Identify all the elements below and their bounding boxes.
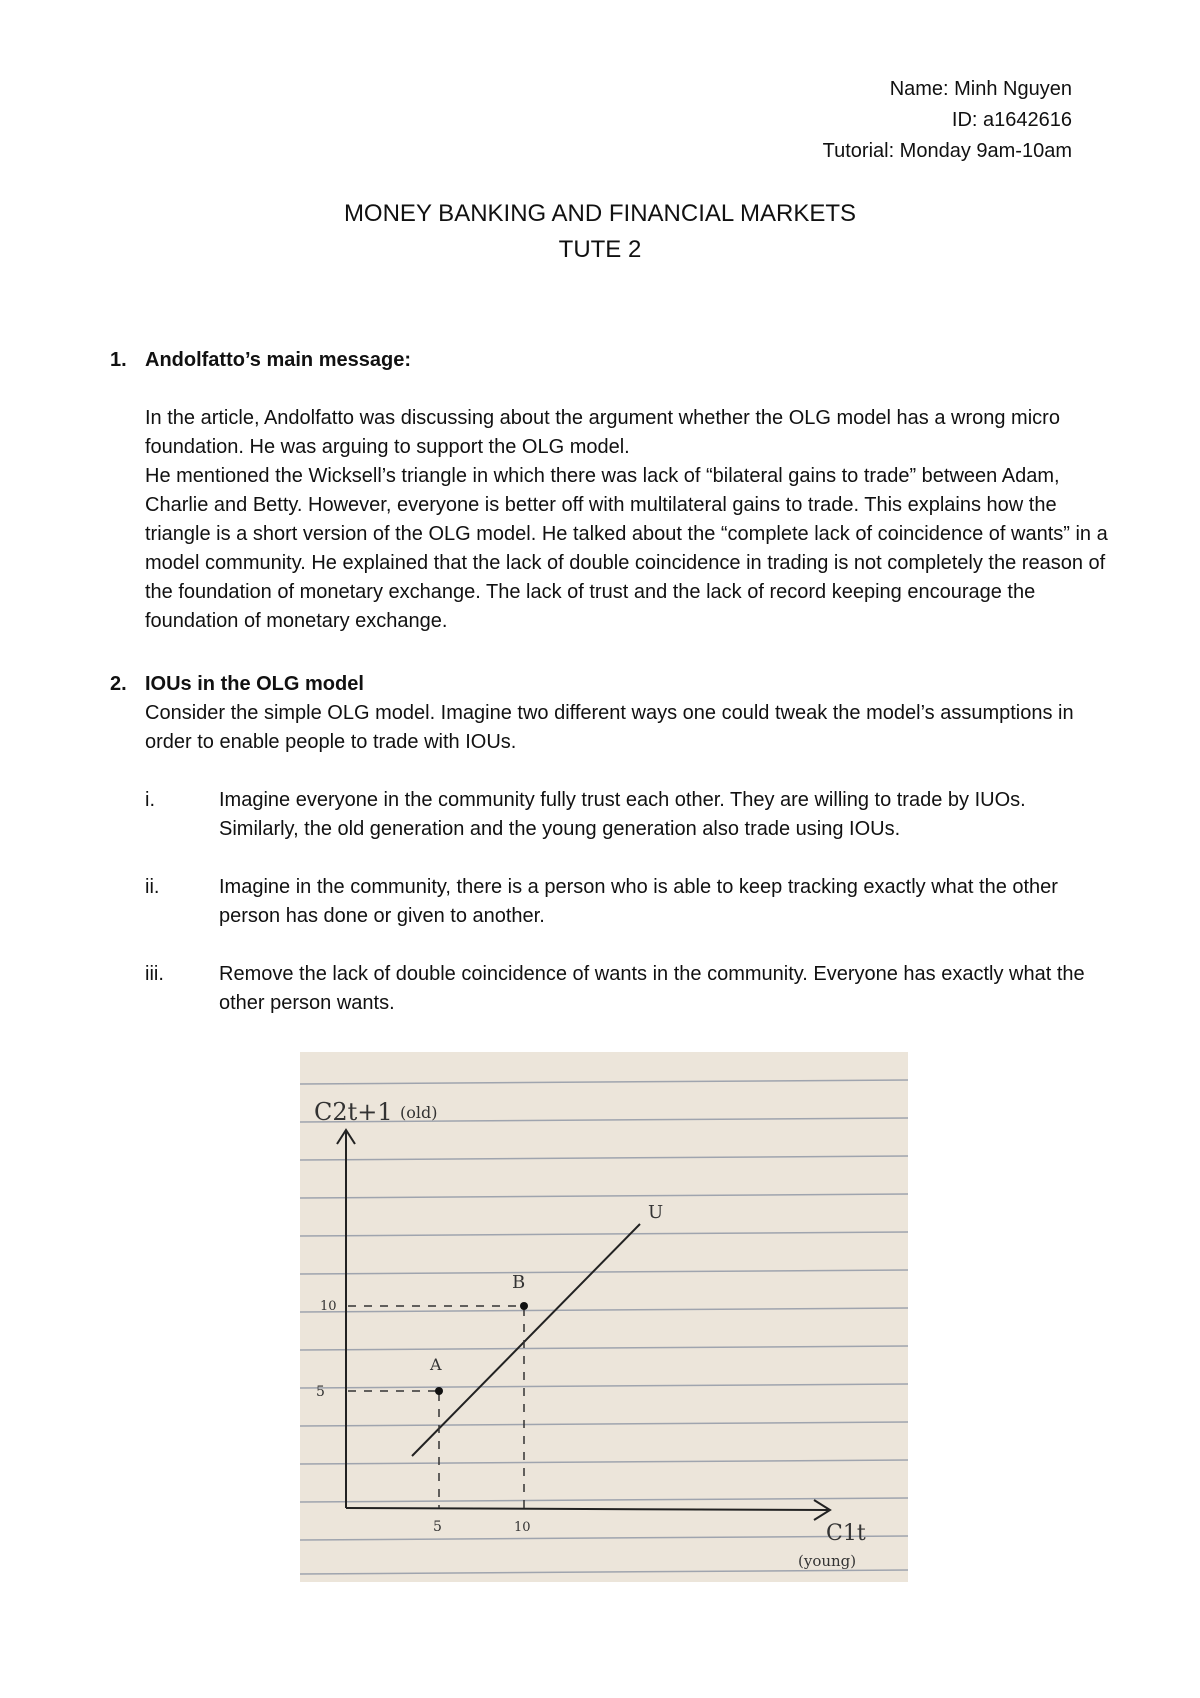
section-1-body: [110, 404, 1110, 636]
title-line-2: TUTE 2: [558, 236, 642, 263]
handwritten-graph-photo: [300, 1052, 908, 1582]
ruled-lines: [300, 1080, 908, 1574]
student-name: Name: Minh Nguyen: [889, 78, 1072, 100]
section-2-title: IOUs in the OLG model: [145, 673, 364, 695]
x-axis-label: C1t: [826, 1521, 866, 1546]
section-1-heading: [110, 346, 1110, 375]
section-2-body: [110, 699, 1110, 757]
y-tick-10: 10: [320, 1299, 337, 1314]
x-axis-note: (young): [798, 1552, 857, 1570]
list-item: [145, 786, 1110, 844]
list-item-number: i.: [145, 789, 155, 811]
utility-line-label: U: [648, 1202, 664, 1223]
list-item: [145, 960, 1110, 1018]
x-tick-5: 5: [433, 1519, 442, 1535]
y-tick-5: 5: [316, 1384, 325, 1400]
section-1-number: 1.: [110, 349, 127, 371]
section-2-intro: Consider the simple OLG model. Imagine two different ways one could tweak the model’s assumptions in order to enable people to trade with IOUs.: [145, 702, 1074, 753]
tutorial-time: Tutorial: Monday 9am-10am: [822, 140, 1072, 162]
section-1-paragraph-1: In the article, Andolfatto was discussing about the argument whether the OLG model has a wrong micro foundation. He was arguing to support the OLG model.: [145, 407, 1060, 458]
list-item-number: iii.: [145, 963, 164, 985]
list-item: [145, 873, 1110, 931]
section-2: [110, 670, 1110, 757]
section-2-heading: [110, 670, 1110, 699]
list-item-text: Imagine in the community, there is a person who is able to keep tracking exactly what the other person has done or given to another.: [219, 876, 1058, 927]
y-axis-label: C2t+1: [314, 1098, 393, 1126]
x-axis: [346, 1508, 828, 1510]
list-item-text: Remove the lack of double coincidence of wants in the community. Everyone has exactly what the other person wants.: [219, 963, 1085, 1014]
section-1-paragraph-2: He mentioned the Wicksell’s triangle in which there was lack of “bilateral gains to trade” between Adam, Charlie and Betty. However, everyone is better off with multilateral gains to trade. This explains how the triangle is a short version of the OLG model. He talked about the “complete lack of coincidence of wants” in a model community. He explained that the lack of double coincidence in trading is not completely the reason of the foundation of monetary exchange. The lack of trust and the lack of record keeping encourage the foundation of monetary exchange.: [145, 465, 1108, 632]
point-a-dot: [435, 1387, 443, 1395]
point-b-dot: [520, 1302, 528, 1310]
section-2-list: [145, 786, 1110, 1047]
title-line-1: MONEY BANKING AND FINANCIAL MARKETS: [343, 200, 857, 227]
header-info: [823, 74, 1072, 167]
student-id: ID: a1642616: [951, 109, 1072, 131]
section-2-number: 2.: [110, 673, 127, 695]
y-axis-note: (old): [400, 1103, 438, 1122]
list-item-text: Imagine everyone in the community fully trust each other. They are willing to trade by IUOs. Similarly, the old generation and the young generation also trade using IOUs.: [219, 789, 1026, 840]
section-1: [110, 346, 1110, 636]
utility-line: [412, 1224, 640, 1456]
point-b-label: B: [512, 1272, 526, 1293]
document-title: [0, 196, 1200, 268]
olg-graph: [300, 1052, 908, 1582]
section-1-title: Andolfatto’s main message:: [145, 349, 411, 371]
list-item-number: ii.: [145, 876, 160, 898]
guide-lines: [348, 1306, 524, 1508]
x-tick-10: 10: [514, 1520, 531, 1535]
point-a-label: A: [430, 1355, 442, 1374]
